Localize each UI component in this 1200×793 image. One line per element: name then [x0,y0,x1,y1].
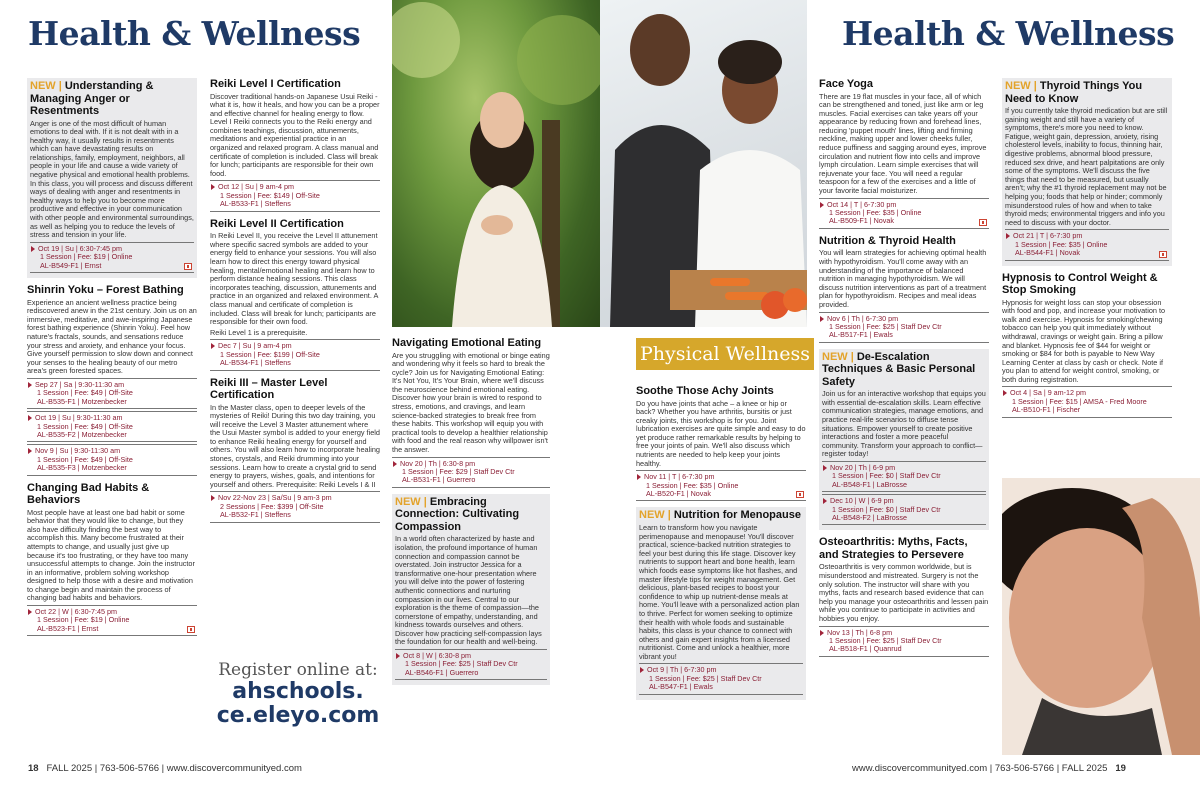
session-date: Oct 19 | Su | 9:30-11:30 am [35,413,123,423]
course-block [210,78,380,212]
session-code: AL-B548-F1 | LaBrosse [832,479,907,489]
session-info[interactable] [639,663,803,694]
course-title [819,235,989,248]
online-icon [187,626,195,633]
course-title-text: Navigating Emotional Eating [392,337,542,349]
footer-right-text[interactable]: www.discovercommunityed.com | 763-506-5766 | FALL 2025 [852,763,1108,774]
session-fee: 1 Session | Fee: $35 | Online [829,208,922,218]
course-title [639,509,803,522]
session-info[interactable] [1005,229,1169,260]
course-title-text: Embracing Connection: Cultivating Compassion [395,495,520,533]
course-title [1002,272,1172,297]
session-date: Oct 8 | W | 6:30-8 pm [403,651,472,661]
triangle-bullet-icon [28,415,32,421]
new-badge: NEW | [1005,80,1037,92]
course-block [819,78,989,229]
course-title-text: Nutrition for Menopause [673,509,801,522]
session-date: Oct 14 | T | 6-7:30 pm [827,199,897,209]
session-code: AL-B517-F1 | Ewals [829,330,893,340]
page-title-left: Health & Wellness [28,14,361,53]
course-title-text: Soothe Those Achy Joints [636,385,774,397]
session-fee: 1 Session | Fee: $29 | Staff Dev Ctr [402,467,515,477]
triangle-bullet-icon [211,495,215,501]
triangle-bullet-icon [211,184,215,190]
course-title-text: De-Escalation Techniques & Basic Personal Safety [822,350,976,388]
session-date: Oct 9 | Th | 6-7:30 pm [647,665,717,675]
triangle-bullet-icon [820,316,824,322]
headache-illustration [1002,478,1200,755]
session-fee: 1 Session | Fee: $199 | Off-Site [220,349,320,359]
column-5 [819,78,989,698]
session-info[interactable] [210,339,380,370]
course-description: In a world often characterized by haste and isolation, the profound importance of human connection and compassion cannot be overstated. Join instructor Jessica for a transformative one-hour presentation where you will delve into the power of fostering authentic connections and nurturing compassion in our lives. Central to our exploration is the theme of compassion—the cornerstone of empathy, understanding, and kindness towards ourselves and others. Discover how practicing self-compassion lays the foundation for our health and well-being. [395,534,542,647]
footer-left [28,763,302,774]
course-title [210,218,380,231]
session-info[interactable] [30,242,194,273]
course-description: Learn to transform how you navigate perimenopause and menopause! You'll discover practical, science-backed nutrition strategies to feel your best during this life stage. Discover key nutrients to support heart and bone health, learn which foods ease symptoms like hot flashes, and master lifestyle tips for weight management. Get delicious, plant-based recipes to boost your confidence to whip up nutrient-dense meals at home. You'll leave with a personalized action plan to thrive. Perfect for women seeking to optimize their health with whole foods and sustainable habits, this class is your chance to connect with others and gain expert insights from a licensed nutritionist. Come and unlock a healthier, more vibrant you! [639,522,800,661]
forest-illustration [392,0,600,327]
course-title-text: Reiki III – Master Level Certification [210,376,328,401]
course-title [210,377,380,402]
kitchen-illustration [600,0,807,327]
course-title-text: Shinrin Yoku – Forest Bathing [27,284,184,297]
session-fee: 2 Sessions | Fee: $399 | Off-Site [220,501,324,511]
session-code: AL-B520-F1 | Novak [646,489,711,499]
column-2 [210,78,380,618]
session-date: Oct 19 | Su | 6:30-7:45 pm [38,243,123,253]
course-title [822,351,986,389]
course-description: If you currently take thyroid medication but are still gaining weight and still have a variety of symptoms, there's more you need to know. Fatigue, weight gain, depression, anxiety, rising cholesterol levels, inability to focus, thinning hair, digestive problems, abnormal blood pressure, reduced sex drive, and heart palpitations are only some of the symptoms. We'll discuss the five things that need to be measured, but usually aren't; why the #1 thyroid replacement may not be helping you; foods that help or hinder; commonly misunderstood rules of how and when to take thyroid meds; environmental triggers and info you need to discuss with your doctor. [1005,106,1168,227]
session-fee: 1 Session | Fee: $25 | Staff Dev Ctr [829,635,942,645]
online-icon [796,491,804,498]
couple-cooking-photo [600,0,807,327]
physical-wellness-banner: Physical Wellness [636,338,814,370]
course-block [27,482,197,637]
course-description: Are you struggling with emotional or binge eating and wondering why it feels so hard to break the cycle? Join us for Navigating Emotional Eating: It's Not You, It's Your Brain, where we'll discuss the neuroscience behind emotional eating. Discover how your brain is wired to respond to stress, emotions, and cravings, and learn science-backed strategies to break free from these habits. This workshop will equip you with practical tools to develop a healthier relationship with food and the real reason why willpower isn't the answer. [392,350,550,455]
session-info[interactable] [822,461,986,492]
triangle-bullet-icon [31,246,35,252]
session-code: AL-B547-F1 | Ewals [649,682,713,692]
column-6 [1002,78,1172,476]
course-description: Hypnosis for weight loss can stop your obsession with food and pop, and increase your motivation to walk and exercise. Hypnosis for smoking/chewing tobacco can help you quit immediately without withdrawal, cravings or weight gain. Bring a pillow and blanket. Hypnosis fee of $44 for weight or smoking or $84 for both is payable to New Way Learning Center at class by cash or check. Note if you plan to attend for weight control, smoking, or both during registration. [1002,297,1166,384]
course-title [30,80,194,118]
triangle-bullet-icon [28,609,32,615]
course-block [636,385,806,501]
session-code: AL-B510-F1 | Fischer [1012,405,1081,415]
session-info[interactable] [819,312,989,343]
course-description: Do you have joints that ache – a knee or hip or back? Whether you have arthritis, bursitis or just creaky joints, this workshop is for you. Joint lubrication exercises are quite simple and easy to do yet produce rather remarkable results by helping to free your joints of pain. We'll also discuss which nutrients are needed to help keep your joints healthy. [636,398,806,468]
session-info[interactable] [636,470,806,501]
session-fee: 1 Session | Fee: $19 | Online [40,252,133,262]
register-url-line2[interactable]: ce.eleyo.com [216,703,380,728]
register-label: Register online at: [218,660,378,680]
course-block [392,494,550,685]
headache-woman-photo [1002,478,1200,755]
course-block [819,349,989,531]
session-fee: 1 Session | Fee: $35 | Online [1015,239,1108,249]
course-title [819,536,989,561]
triangle-bullet-icon [820,202,824,208]
session-code: AL-B532-F1 | Steffens [220,510,291,520]
session-info[interactable] [27,444,197,475]
course-title [210,78,380,91]
triangle-bullet-icon [823,465,827,471]
course-description: Discover traditional hands-on Japanese Usui Reiki - what it is, how it heals, and how you can be a proper and effective channel for healing energy to flow. Level I Reiki connects you to the Reiki energy and combines teachings, discussion, attunements, meditations and experiential practice in an organized and relaxed program. A class manual and certificate of completion is included. Class will break for lunch; participants are responsible for their own food. [210,91,380,178]
triangle-bullet-icon [28,382,32,388]
session-code: AL-B535-F2 | Motzenbecker [37,429,127,439]
session-fee: 1 Session | Fee: $25 | Staff Dev Ctr [649,673,762,683]
course-block [1002,78,1172,266]
footer-right [852,763,1126,774]
triangle-bullet-icon [823,498,827,504]
course-description: In the Master class, open to deeper levels of the mysteries of Reiki! During this two day training, you will receive the Level 3 Master attunement where the Usui Master symbol is added to your energy field to enhance Reiki healing energy for yourself and others. You will also learn how to incorporate healing stones, crystals, and Reiki drumming into your sessions. Learn how to create a crystal grid to send energy to prayers, wishes, goals, and intentions for yourself and others. Prerequisite: Reiki Levels I & II [210,402,380,489]
session-code: AL-B531-F1 | Guerrero [402,475,476,485]
session-fee: 1 Session | Fee: $49 | Off-Site [37,388,133,398]
session-fee: 1 Session | Fee: $0 | Staff Dev Ctr [832,471,941,481]
register-url-line1[interactable]: ahschools. [232,679,364,704]
session-date: Nov 22-Nov 23 | Sa/Su | 9 am-3 pm [218,493,332,503]
triangle-bullet-icon [820,630,824,636]
course-block [392,337,550,488]
session-code: AL-B544-F1 | Novak [1015,248,1080,258]
course-title [27,482,197,507]
session-date: Nov 20 | Th | 6:30-8 pm [400,458,476,468]
triangle-bullet-icon [637,474,641,480]
session-info[interactable] [819,198,989,229]
session-fee: 1 Session | Fee: $25 | Staff Dev Ctr [829,321,942,331]
new-badge: NEW | [639,509,671,522]
session-code: AL-B534-F1 | Steffens [220,358,291,368]
session-info[interactable] [395,649,547,680]
course-block [210,218,380,371]
session-fee: 1 Session | Fee: $19 | Online [37,615,130,625]
session-date: Oct 22 | W | 6:30-7:45 pm [35,607,118,617]
session-info[interactable] [392,457,550,488]
course-title-text: Thyroid Things You Need to Know [1005,80,1143,105]
page-number-right: 19 [1115,763,1126,774]
session-info[interactable] [822,494,986,525]
session-info[interactable] [1002,386,1172,417]
column-3 [392,337,550,703]
session-fee: 1 Session | Fee: $15 | AMSA - Fred Moore [1012,396,1147,406]
register-block [216,660,380,728]
woman-forest-photo [392,0,600,327]
course-block [636,507,806,699]
course-title-text: Hypnosis to Control Weight & Stop Smoking [1002,271,1158,297]
session-fee: 1 Session | Fee: $35 | Online [646,480,739,490]
online-icon [184,263,192,270]
session-code: AL-B533-F1 | Steffens [220,199,291,209]
session-date: Nov 11 | T | 6-7:30 pm [644,472,715,482]
session-date: Oct 12 | Su | 9 am-4 pm [218,182,295,192]
session-info[interactable] [210,180,380,211]
session-fee: 1 Session | Fee: $149 | Off-Site [220,190,320,200]
course-title [395,496,547,534]
course-title-text: Changing Bad Habits & Behaviors [27,481,150,507]
course-description: Join us for an interactive workshop that equips you with essential de-escalation skills. Learn effective communication strategies, manage emotions, and practice real-life scenarios to diffuse tense situations. Empower yourself to create positive interactions and foster a more peaceful community. Transform your approach to conflict—register today! [822,389,986,459]
column-4 [636,385,806,737]
course-title [636,385,806,398]
session-code: AL-B518-F1 | Quanrud [829,644,902,654]
session-date: Nov 13 | Th | 6-8 pm [827,627,893,637]
online-icon [1159,251,1167,258]
session-fee: 1 Session | Fee: $25 | Staff Dev Ctr [405,659,518,669]
session-date: Nov 6 | Th | 6-7:30 pm [827,313,899,323]
session-code: AL-B549-F1 | Ernst [40,260,102,270]
page-title-right: Health & Wellness [842,14,1175,53]
session-date: Dec 7 | Su | 9 am-4 pm [218,341,292,351]
course-description: Experience an ancient wellness practice being rediscovered anew in the 21st century. Join us on an immersive, meditative, and awe-inspiring Japanese forest bathing experience (Shinrin Yoku). Feel how nature's fractals, sounds, and sensations reduce your stress and anxiety, and enhance your focus. Give yourself permission to slow down and connect your senses to the healing beauty of our metro area's green forested spaces. [27,297,197,376]
session-code: AL-B523-F1 | Ernst [37,623,99,633]
session-info[interactable] [27,411,197,442]
course-description: You will learn strategies for achieving optimal health with hypothyroidism. You'll come away with an understanding of the importance of balanced nutrition in managing hypothyroidism. We will discuss nutrition interventions as part of a treatment plan for hypothyroidism. Recipes and meal ideas provided. [819,248,987,309]
triangle-bullet-icon [1003,390,1007,396]
session-fee: 1 Session | Fee: $49 | Off-Site [37,454,133,464]
course-description: There are 19 flat muscles in your face, all of which can be strengthened and toned, just like arm or leg muscles. Facial exercises can take years off your appearance by reducing frown and forehead lines, reducing 'puppet mouth' lines, lifting and firming neckline, making upper and lower cheeks fuller, reduce puffiness and sagging around eyes, improve circulation and nutrient flow into cells and improve lymph circulation. Learn simple exercises that will rejuvenate your face. You will need a regular teaspoon for a few of the exercises and a little of your favorite facial moisturizer. [819,91,987,196]
course-description: In Reiki Level II, you receive the Level II attunement where specific sacred symbols are added to your energy field to enhance your sessions. You will also learn how to direct this energy toward physical healing, mental/emotional healing and learn how to perform distance healing sessions. This class incorporates teaching, discussion, attunements and practice in an organized and relaxed environment. A class manual and certificate of completion is included. Class will break for lunch; participants are responsible for their own food. [210,231,378,327]
page-number-left: 18 [28,763,39,774]
course-title [819,78,989,91]
session-info[interactable] [27,605,197,636]
footer-left-text[interactable]: FALL 2025 | 763-506-5766 | www.discovercommunityed.com [46,763,302,774]
course-description: Anger is one of the most difficult of human emotions to deal with. If it is not dealt with in a healthy way, it usually results in resentments which can have devastating results on relationships, family, employment, neighbors, all people in your life and cause a wide variety of negative physical and emotional health problems. In this class, you will process and discuss different ways of dealing with anger and resentments in healthy ways to help you to become more productive and effective in your communication with other people and environmental surroundings, as well as helping you to reduce the levels of stress and tension in your life. [30,118,194,240]
course-prerequisite-note: Reiki Level 1 is a prerequisite. [210,327,308,337]
session-code: AL-B548-F2 | LaBrosse [832,513,907,522]
session-code: AL-B535-F3 | Motzenbecker [37,463,127,473]
course-block [819,235,989,343]
course-title-text: Reiki Level I Certification [210,78,341,90]
triangle-bullet-icon [640,667,644,673]
course-title-text: Understanding & Managing Anger or Resentments [30,80,154,117]
triangle-bullet-icon [393,461,397,467]
session-date: Nov 9 | Su | 9:30-11:30 am [35,446,121,456]
course-description: Most people have at least one bad habit or some behavior that they would like to change, but they also have difficulty finding the best way to accomplish this. Many become frustrated at their attempts to change, and usually just give up because it's too frustrating, or they have too many unsuccessful attempts to change. Join the instructor in an informative, problem solving workshop designed to help those with a desire and motivation to change begin and maintain the process of changing bad habits and behaviors. [27,507,195,603]
online-icon [979,219,987,226]
course-block [210,377,380,523]
session-info[interactable] [27,378,197,409]
course-block [27,78,197,278]
course-title-text: Osteoarthritis: Myths, Facts, and Strategies to Persevere [819,536,968,561]
course-block [1002,272,1172,418]
session-date: Nov 20 | Th | 6-9 pm [830,462,896,472]
course-description: Osteoarthritis is very common worldwide, but is misunderstood and mistreated. Surgery is not the only solution. The instructor will share with you myths, facts and research based evidence that can help you manage your osteoarthritis and lessen pain while you continue to participate in activities and hobbies you enjoy. [819,562,989,623]
triangle-bullet-icon [1006,233,1010,239]
course-title-text: Reiki Level II Certification [210,217,344,230]
course-title-text: Nutrition & Thyroid Health [819,234,956,247]
triangle-bullet-icon [28,448,32,454]
course-title [1005,80,1169,105]
session-date: Oct 21 | T | 6-7:30 pm [1013,231,1083,241]
session-code: AL-B509-F1 | Novak [829,216,894,226]
new-badge: NEW | [395,495,427,508]
session-date: Dec 10 | W | 6-9 pm [830,496,894,506]
column-1 [27,78,197,698]
session-code: AL-B535-F1 | Motzenbecker [37,396,127,406]
session-info[interactable] [819,626,989,657]
session-code: AL-B546-F1 | Guerrero [405,667,479,677]
triangle-bullet-icon [211,343,215,349]
new-badge: NEW | [30,80,62,92]
course-block [819,536,989,656]
new-badge: NEW | [822,350,854,363]
session-info[interactable] [210,491,380,522]
session-fee: 1 Session | Fee: $0 | Staff Dev Ctr [832,504,941,514]
triangle-bullet-icon [396,653,400,659]
session-date: Sep 27 | Sa | 9:30-11:30 am [35,379,125,389]
course-title [392,337,550,350]
course-title-text: Face Yoga [819,78,874,90]
session-date: Oct 4 | Sa | 9 am-12 pm [1010,388,1087,398]
course-block [27,284,197,476]
session-fee: 1 Session | Fee: $49 | Off-Site [37,421,133,431]
course-title [27,284,197,297]
